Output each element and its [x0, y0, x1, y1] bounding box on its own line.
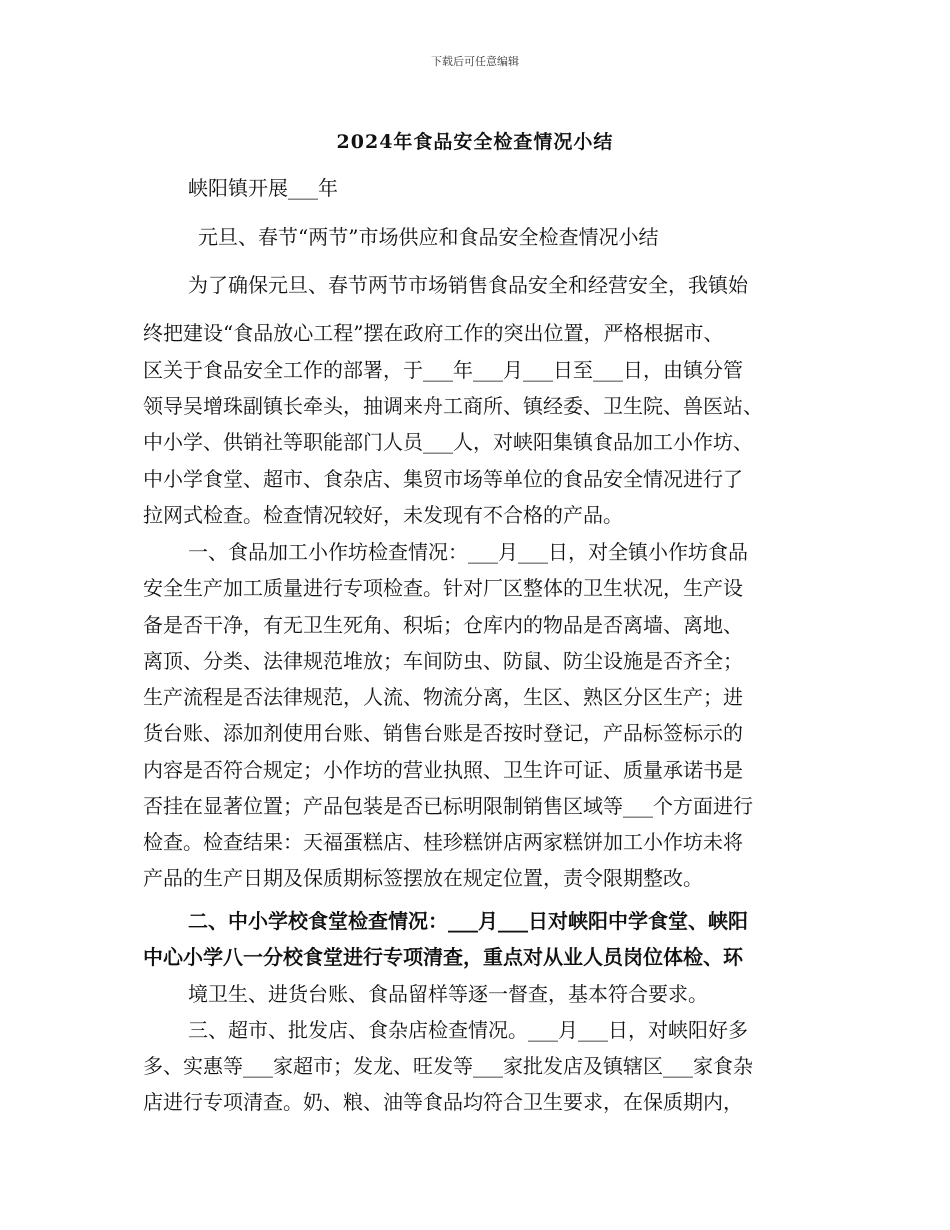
text-line: 为了确保元旦、春节两节市场销售食品安全和经营安全，我镇始: [188, 273, 748, 297]
text-line: 二、中小学校食堂检查情况：___月___日对峡阳中学食堂、峡阳: [188, 909, 748, 933]
text-line: 检查。检查结果：天福蛋糕店、桂珍糕饼店两家糕饼加工小作坊未将: [143, 830, 743, 854]
text-line: 中小学食堂、超市、食杂店、集贸市场等单位的食品安全情况进行了: [143, 467, 743, 491]
text-line: 生产流程是否法律规范，人流、物流分离，生区、熟区分区生产；进: [143, 685, 743, 709]
text-line: 否挂在显著位置；产品包装是否已标明限制销售区域等___个方面进行: [143, 794, 753, 818]
text-line: 内容是否符合规定；小作坊的营业执照、卫生许可证、质量承诺书是: [143, 758, 743, 782]
text-line: 元旦、春节“两节”市场供应和食品安全检查情况小结: [198, 225, 659, 249]
text-line: 备是否干净，有无卫生死角、积垢；仓库内的物品是否离墙、离地、: [143, 613, 743, 637]
text-line: 峡阳镇开展___年: [188, 176, 338, 200]
text-line: 拉网式检查。检查情况较好，未发现有不合格的产品。: [143, 503, 623, 527]
text-line: 区关于食品安全工作的部署，于___年___月___日至___日，由镇分管: [143, 358, 743, 382]
text-line: 三、超市、批发店、食杂店检查情况。___月___日，对峡阳好多: [188, 1018, 748, 1042]
text-line: 一、食品加工小作坊检查情况：___月___日，对全镇小作坊食品: [188, 540, 748, 564]
text-line: 货台账、添加剂使用台账、销售台账是否按时登记，产品标签标示的: [143, 721, 743, 745]
text-line: 中心小学八一分校食堂进行专项清查，重点对从业人员岗位体检、环: [143, 945, 743, 969]
page-header: 下载后可任意编辑: [431, 55, 519, 68]
text-line: 终把建设“食品放心工程”摆在政府工作的突出位置，严格根据市、: [143, 321, 724, 345]
text-line: 境卫生、进货台账、食品留样等逐一督查，基本符合要求。: [188, 982, 708, 1006]
text-line: 中小学、供销社等职能部门人员___人，对峡阳集镇食品加工小作坊、: [143, 430, 753, 454]
text-line: 店进行专项清查。奶、粮、油等食品均符合卫生要求，在保质期内，: [143, 1090, 743, 1114]
text-line: 多、实惠等___家超市；发龙、旺发等___家批发店及镇辖区___家食杂: [143, 1054, 753, 1078]
text-line: 安全生产加工质量进行专项检查。针对厂区整体的卫生状况，生产设: [143, 576, 743, 600]
text-line: 领导吴增珠副镇长牵头，抽调来舟工商所、镇经委、卫生院、兽医站、: [143, 394, 763, 418]
text-line: 产品的生产日期及保质期标签摆放在规定位置，责令限期整改。: [143, 866, 703, 890]
text-line: 离顶、分类、法律规范堆放；车间防虫、防鼠、防尘设施是否齐全；: [143, 649, 743, 673]
document-title: 2024年食品安全检查情况小结: [336, 131, 614, 153]
